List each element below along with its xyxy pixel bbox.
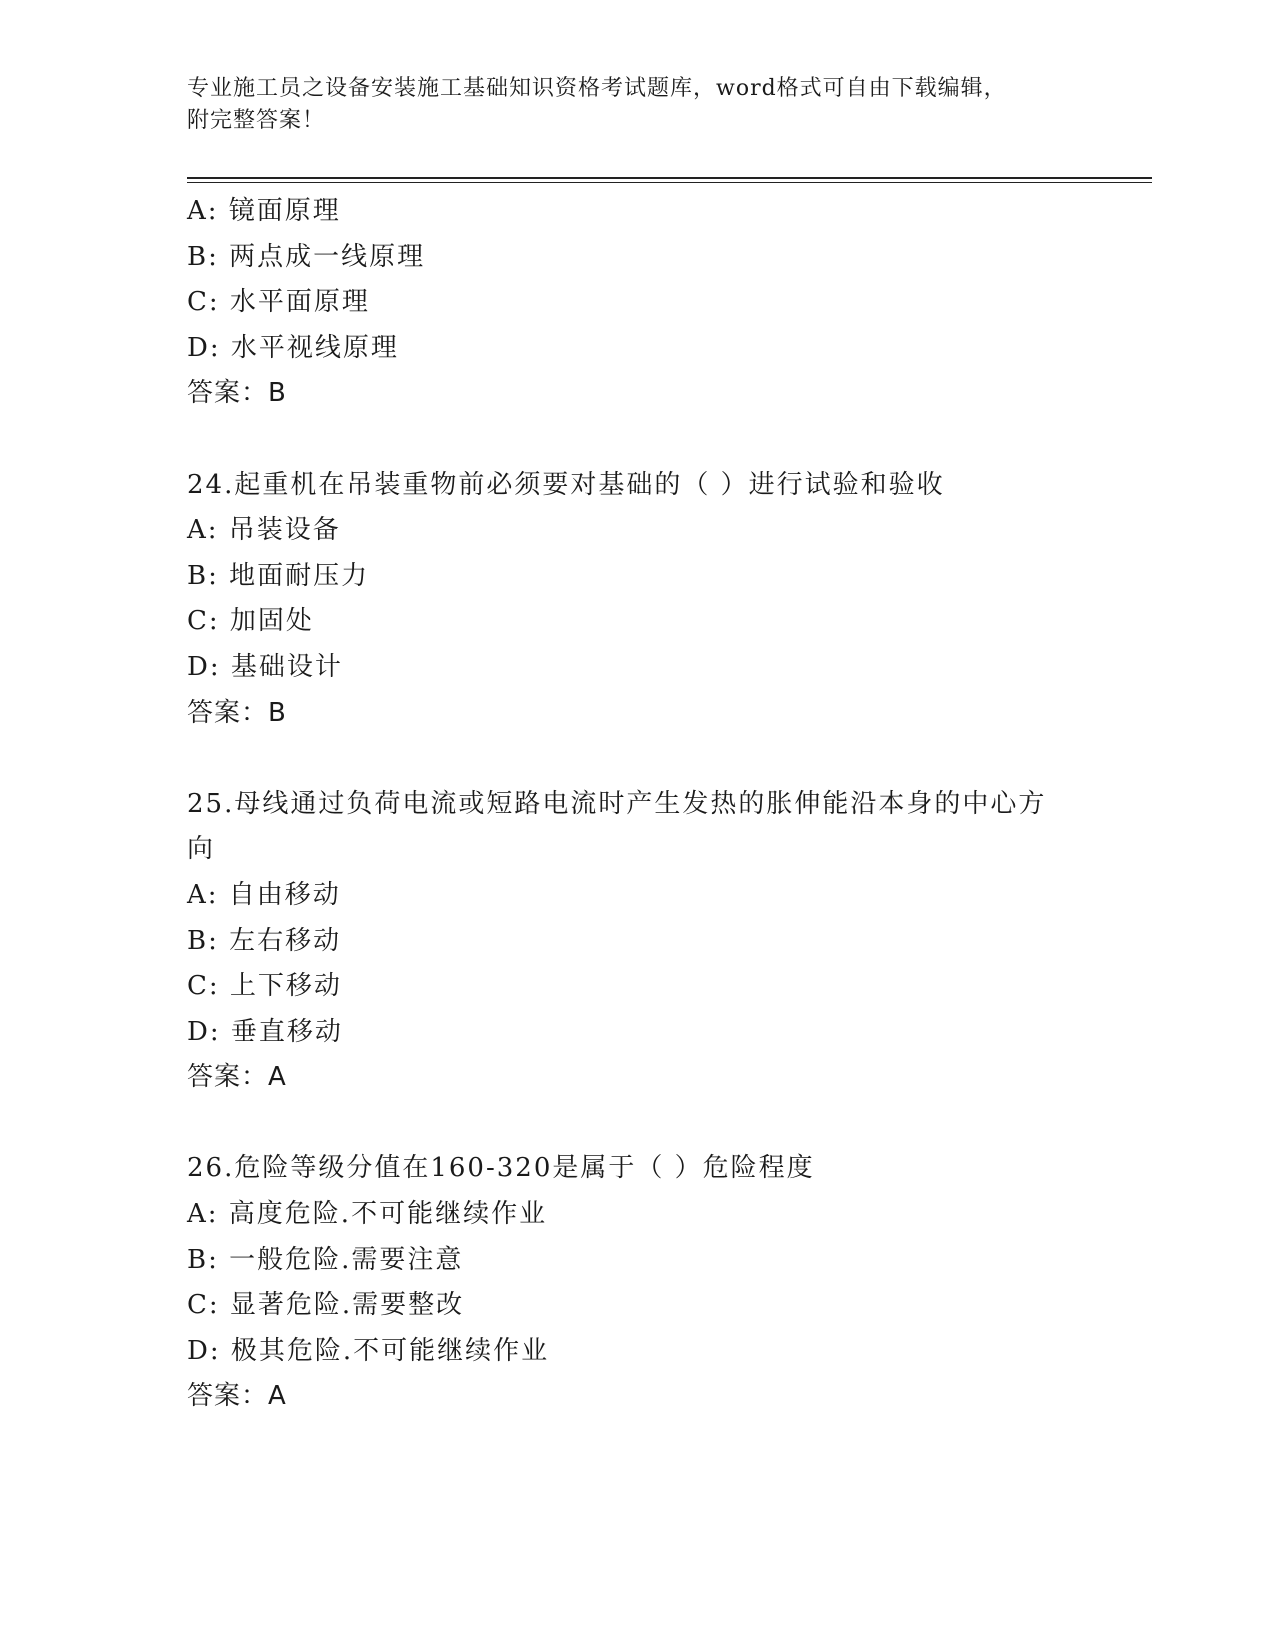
option-d: D: 极其危险.不可能继续作业 xyxy=(187,1335,550,1366)
answer-line: 答案：A xyxy=(187,1381,287,1412)
header-divider-thin xyxy=(187,182,1152,183)
option-b: B: 左右移动 xyxy=(187,925,342,956)
document-header xyxy=(187,73,1067,137)
header-title-line-2: 附完整答案！ xyxy=(187,108,326,133)
question-block-prev xyxy=(187,189,1087,417)
option-d: D: 基础设计 xyxy=(187,651,343,682)
option-b: B: 地面耐压力 xyxy=(187,560,370,591)
option-a: A: 高度危险.不可能继续作业 xyxy=(187,1199,548,1230)
option-a: A: 吊装设备 xyxy=(187,515,341,546)
header-divider-thick xyxy=(187,177,1152,179)
spacer xyxy=(187,736,1087,782)
option-b: B: 两点成一线原理 xyxy=(187,241,426,272)
question-list xyxy=(187,189,1087,1420)
header-title-line-1: 专业施工员之设备安装施工基础知识资格考试题库，word格式可自由下载编辑， xyxy=(187,76,1007,101)
question-block-26 xyxy=(187,1146,1087,1420)
answer-line: 答案：B xyxy=(187,378,287,409)
option-a: A: 自由移动 xyxy=(187,879,341,910)
spacer xyxy=(187,417,1087,463)
option-c: C: 上下移动 xyxy=(187,971,342,1002)
answer-line: 答案：A xyxy=(187,1062,287,1093)
answer-line: 答案：B xyxy=(187,697,287,728)
question-block-25 xyxy=(187,782,1087,1101)
question-stem: 25.母线通过负荷电流或短路电流时产生发热的胀伸能沿本身的中心方向 xyxy=(187,788,1047,865)
option-c: C: 显著危险.需要整改 xyxy=(187,1290,465,1321)
question-stem: 26.危险等级分值在160-320是属于（ ）危险程度 xyxy=(187,1153,815,1184)
option-c: C: 水平面原理 xyxy=(187,287,370,318)
option-c: C: 加固处 xyxy=(187,606,314,637)
option-d: D: 垂直移动 xyxy=(187,1016,343,1047)
option-b: B: 一般危险.需要注意 xyxy=(187,1244,464,1275)
question-block-24 xyxy=(187,463,1087,737)
option-a: A: 镜面原理 xyxy=(187,196,341,226)
option-d: D: 水平视线原理 xyxy=(187,332,399,363)
spacer xyxy=(187,1101,1087,1147)
question-stem: 24.起重机在吊装重物前必须要对基础的（ ）进行试验和验收 xyxy=(187,469,945,500)
